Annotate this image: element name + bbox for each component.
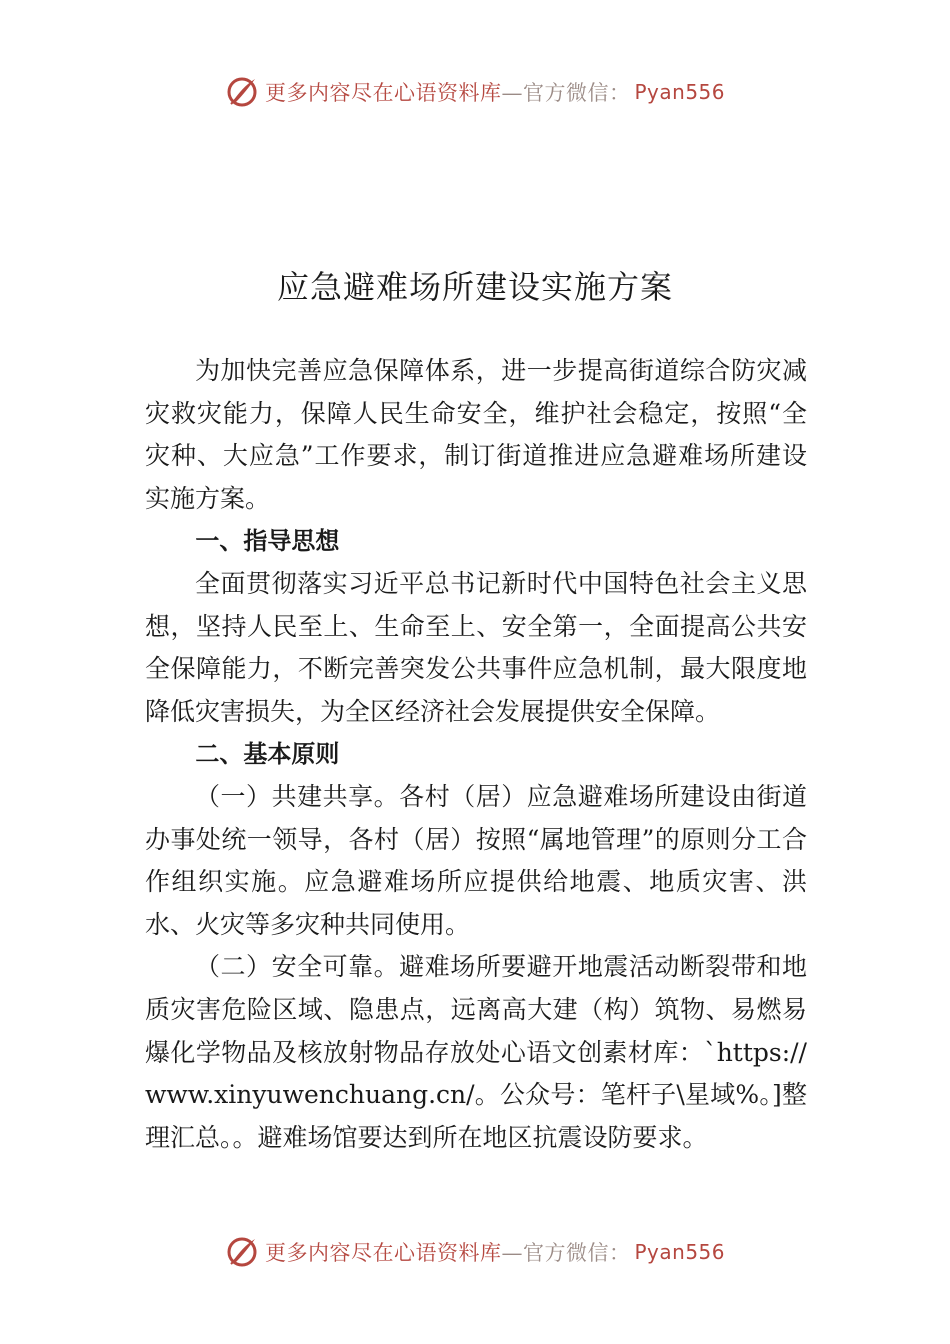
principle-1-paragraph: （一）共建共享。各村（居）应急避难场所建设由街道办事处统一领导，各村（居）按照“属地管理”的原则分工合作组织实施。应急避难场所应提供给地震、地质灾害、洪水、火灾等多灾种共同使用。 — [145, 781, 807, 939]
banner-red-text: 更多内容尽在心语资料库 — [264, 81, 502, 105]
banner-wechat-id: Pyan556 — [634, 1240, 725, 1264]
banner-red-text: 更多内容尽在心语资料库 — [264, 1241, 502, 1265]
document-body — [145, 350, 807, 1159]
guiding-ideology-paragraph: 全面贯彻落实习近平总书记新时代中国特色社会主义思想，坚持人民至上、生命至上、安全第一，全面提高公共安全保障能力，不断完善突发公共事件应急机制，最大限度地降低灾害损失，为全区经济社会发展提供安全保障。 — [145, 568, 807, 726]
quill-pen-logo-icon — [225, 1235, 259, 1269]
section-heading-guiding-ideology: 一、指导思想 — [195, 527, 340, 556]
section-heading-basic-principles: 二、基本原则 — [195, 740, 340, 769]
principle-2-paragraph: （二）安全可靠。避难场所要避开地震活动断裂带和地质灾害危险区域、隐患点，远离高大建（构）筑物、易燃易爆化学物品及核放射物品存放处心语文创素材库：`https://www.xinyuwenchuang.cn/。公众号：笔杆子\星域%。]整理汇总。。避难场馆要达到所在地区抗震设防要求。 — [145, 952, 807, 1152]
intro-paragraph: 为加快完善应急保障体系，进一步提高街道综合防灾减灾救灾能力，保障人民生命安全，维护社会稳定，按照“全灾种、大应急”工作要求，制订街道推进应急避难场所建设实施方案。 — [145, 356, 807, 513]
document-title: 应急避难场所建设实施方案 — [276, 268, 673, 306]
banner-gray-text: —官方微信： — [501, 81, 631, 105]
banner-wechat-id: Pyan556 — [634, 80, 725, 104]
banner-gray-text: —官方微信： — [501, 1241, 631, 1265]
quill-pen-logo-icon — [225, 75, 259, 109]
footer-banner — [0, 1230, 950, 1274]
header-banner — [0, 70, 950, 114]
